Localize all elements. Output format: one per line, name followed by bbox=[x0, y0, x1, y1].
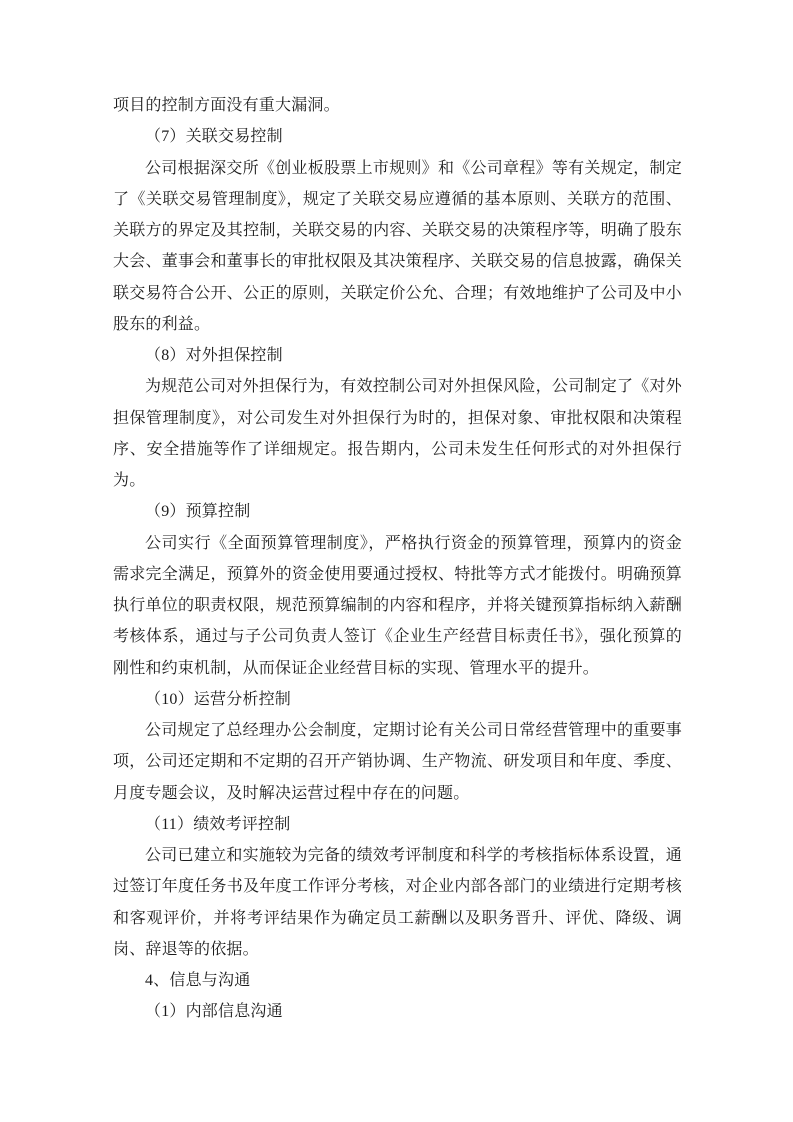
heading-information-communication: 4、信息与沟通 bbox=[145, 972, 251, 989]
heading-performance-appraisal-control: （11）绩效考评控制 bbox=[145, 815, 291, 833]
heading-budget-control: （9）预算控制 bbox=[145, 503, 251, 521]
paragraph-budget: 公司实行《全面预算管理制度》，严格执行资金的预算管理，预算内的资金需求完全满足，预算外的资金使用要通过授权、特批等方式才能拨付。明确预算执行单位的职责权限，规范预算编制的内容和程序，并将关键预算指标纳入薪酬考核体系，通过与子公司负责人签订《企业生产经营目标责任书》，强化预算的刚性和约束机制，从而保证企业经营目标的实现、管理水平的提升。 bbox=[113, 534, 682, 677]
heading-related-transactions-control: （7）关联交易控制 bbox=[145, 128, 283, 146]
paragraph-related-transactions: 公司根据深交所《创业板股票上市规则》和《公司章程》等有关规定，制定了《关联交易管理制度》，规定了关联交易应遵循的基本原则、关联方的范围、关联方的界定及其控制，关联交易的内容、关联交易的决策程序等，明确了股东大会、董事会和董事长的审批权限及其决策程序、关联交易的信息披露，确保关联交易符合公开、公正的原则，关联定价公允、合理；有效地维护了公司及中小股东的利益。 bbox=[113, 159, 682, 333]
paragraph-continuation: 项目的控制方面没有重大漏洞。 bbox=[113, 97, 340, 114]
heading-external-guarantee-control: （8）对外担保控制 bbox=[145, 347, 283, 364]
heading-operation-analysis-control: （10）运营分析控制 bbox=[145, 690, 292, 708]
paragraph-external-guarantee: 为规范公司对外担保行为，有效控制公司对外担保风险，公司制定了《对外担保管理制度》，对公司发生对外担保行为时的，担保对象、审批权限和决策程序、安全措施等作了详细规定。报告期内，公司未发生任何形式的对外担保行为。 bbox=[113, 378, 682, 489]
document-body bbox=[113, 90, 682, 1028]
paragraph-performance-appraisal: 公司已建立和实施较为完备的绩效考评制度和科学的考核指标体系设置，通过签订年度任务书及年度工作评分考核，对企业内部各部门的业绩进行定期考核和客观评价，并将考评结果作为确定员工薪酬以及职务晋升、评优、降级、调岗、辞退等的依据。 bbox=[113, 847, 682, 958]
heading-internal-information-communication: （1）内部信息沟通 bbox=[145, 1003, 283, 1021]
paragraph-operation-analysis: 公司规定了总经理办公会制度，定期讨论有关公司日常经营管理中的重要事项，公司还定期和不定期的召开产销协调、生产物流、研发项目和年度、季度、月度专题会议，及时解决运营过程中存在的问题。 bbox=[113, 722, 682, 802]
